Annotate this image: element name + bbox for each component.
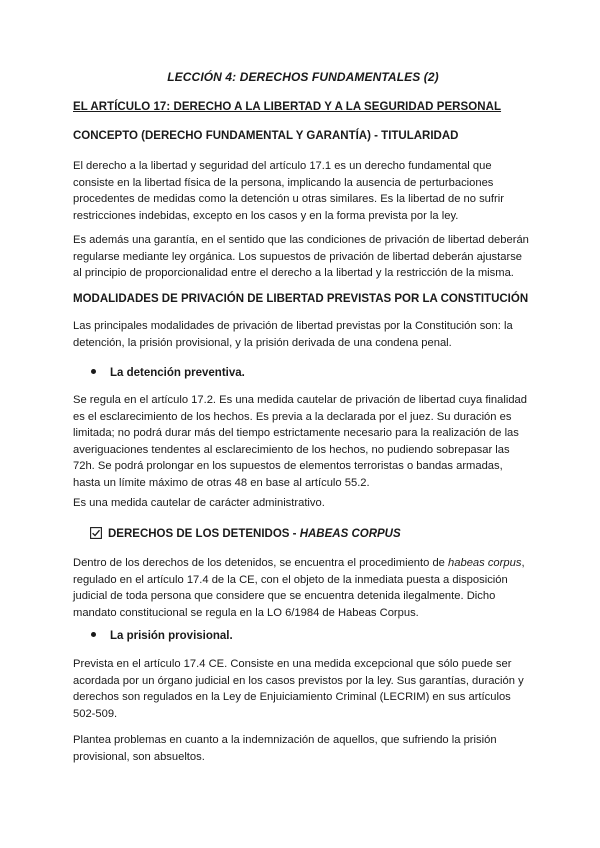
concept-heading: CONCEPTO (DERECHO FUNDAMENTAL Y GARANTÍA) - TITULARIDAD — [73, 130, 459, 142]
paragraph-provisional-prison: Prevista en el artículo 17.4 CE. Consiste en una medida excepcional que sólo puede ser acordada por un órgano judicial en los casos previstos por la ley. Sus garantías, duración y derechos son regulados en la Ley de Enjuiciamiento Criminal (LECRIM) en sus artículos 502-509. — [73, 658, 524, 720]
paragraph-modalities: Las principales modalidades de privación de libertad previstas por la Constitución son: la detención, la prisión provisional, y la prisión derivada de una condena penal. — [73, 320, 513, 349]
paragraph-habeas-corpus — [73, 555, 533, 621]
modalities-heading: MODALIDADES DE PRIVACIÓN DE LIBERTAD PREVISTAS POR LA CONSTITUCIÓN — [73, 293, 529, 305]
paragraph-concept: El derecho a la libertad y seguridad del artículo 17.1 es un derecho fundamental que consiste en la libertad física de la persona, implicando la ausencia de perturbaciones procedentes de medidas como la detención u otras similares. Es la libertad de no sufrir restricciones indebidas, excepto en los casos y en la forma prevista por la ley. — [73, 160, 504, 222]
section-heading: EL ARTÍCULO 17: DERECHO A LA LIBERTAD Y A LA SEGURIDAD PERSONAL — [73, 101, 502, 113]
bullet-dot — [91, 632, 96, 637]
checkbox-icon — [90, 527, 102, 539]
paragraph-detention: Se regula en el artículo 17.2. Es una medida cautelar de privación de libertad cuya finalidad es el esclarecimiento de los hechos. Es previa a la declarada por el juez. Su duración es limitada; no podrá durar más del tiempo estrictamente necesario para la realización de las averiguaciones tendentes al esclarecimiento de los hechos, no pudiendo sobrepasar las 72h. Se podrá prolongar en los supuestos de elementos terroristas o bandas armadas, hasta un límite máximo de otras 48 en base al artículo 55.2. — [73, 394, 528, 489]
habeas-corpus-label: HABEAS CORPUS — [299, 528, 401, 541]
bullet-label: La prisión provisional. — [110, 630, 233, 642]
habeas-text-b: , regulado en el artículo 17.4 de la CE, con el objeto de la inmediata puesta a disposición judicial de toda persona que considere que se encuentra detenida ilegalmente. Dicho mandato constitucional se regula en la LO 6/1984 de Habeas Corpus. — [73, 557, 525, 619]
lesson-title: LECCIÓN 4: DERECHOS FUNDAMENTALES (2) — [167, 70, 439, 84]
paragraph-guarantee: Es además una garantía, en el sentido que las condiciones de privación de libertad deberán regularse mediante ley orgánica. Los supuestos de privación de libertad deberán ajustarse al principio de proporcionalidad entre el derecho a la libertad y la restricción de la misma. — [73, 234, 529, 279]
bullet-label: La detención preventiva. — [110, 367, 245, 379]
paragraph-compensation: Plantea problemas en cuanto a la indemnización de aquellos, que sufriendo la prisión provisional, son absueltos. — [73, 734, 497, 763]
detainee-rights-heading — [90, 528, 550, 540]
bullet-dot — [91, 369, 96, 374]
habeas-text-italic: habeas corpus — [448, 557, 522, 569]
bullet-preventive-detention — [91, 367, 551, 379]
habeas-text-a: Dentro de los derechos de los detenidos, se encuentra el procedimiento de — [73, 557, 449, 569]
paragraph-administrative: Es una medida cautelar de carácter administrativo. — [73, 497, 325, 509]
detainee-rights-label: DERECHOS DE LOS DETENIDOS - — [108, 528, 300, 541]
bullet-provisional-prison — [91, 630, 551, 642]
